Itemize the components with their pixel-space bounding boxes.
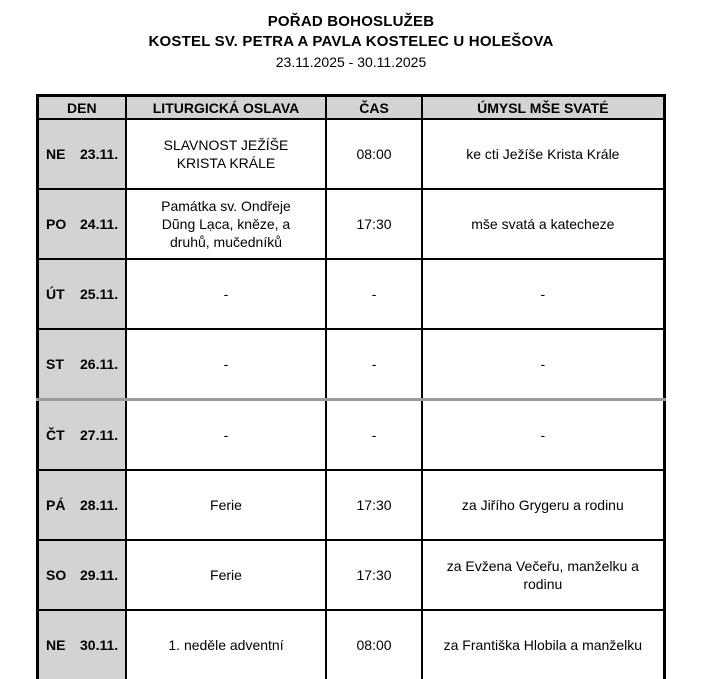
day-abbr: NE <box>46 637 66 653</box>
schedule-table <box>36 94 666 679</box>
column-header-liturgicka-oslava: LITURGICKÁ OSLAVA <box>126 96 327 120</box>
date-range: 23.11.2025 - 30.11.2025 <box>275 54 427 70</box>
day-cell <box>38 400 126 471</box>
column-header-cas: ČAS <box>326 96 421 120</box>
day-cell <box>38 470 126 540</box>
day-abbr: NE <box>46 146 66 162</box>
time-cell: 08:00 <box>326 610 421 679</box>
table-row <box>38 189 665 259</box>
page-title: POŘAD BOHOSLUŽEB <box>267 13 435 30</box>
day-date: 25.11. <box>80 286 119 302</box>
celebration-cell: Ferie <box>126 540 327 610</box>
day-abbr: PÁ <box>46 497 66 513</box>
time-cell: 17:30 <box>326 470 421 540</box>
day-cell <box>38 540 126 610</box>
day-cell <box>38 119 126 189</box>
table-row <box>38 540 665 610</box>
day-abbr: ČT <box>46 427 65 443</box>
day-date: 26.11. <box>80 356 119 372</box>
day-cell <box>38 329 126 400</box>
time-cell: 17:30 <box>326 540 421 610</box>
day-date: 24.11. <box>80 216 119 232</box>
celebration-cell: - <box>126 259 327 329</box>
time-cell: 17:30 <box>326 189 421 259</box>
intention-cell: - <box>422 259 665 329</box>
day-cell <box>38 189 126 259</box>
table-row <box>38 610 665 679</box>
table-row <box>38 119 665 189</box>
intention-cell: - <box>422 400 665 471</box>
time-cell: - <box>326 329 421 400</box>
title-block <box>0 0 702 72</box>
celebration-cell: - <box>126 329 327 400</box>
celebration-cell: Ferie <box>126 470 327 540</box>
day-abbr: SO <box>46 567 67 583</box>
day-abbr: ÚT <box>46 286 65 302</box>
table-row <box>38 470 665 540</box>
intention-cell: mše svatá a katecheze <box>422 189 665 259</box>
intention-cell: za Jiřího Grygeru a rodinu <box>422 470 665 540</box>
day-abbr: ST <box>46 356 64 372</box>
column-header-umysl-mse-svate: ÚMYSL MŠE SVATÉ <box>422 96 665 120</box>
header-row <box>38 96 665 120</box>
intention-cell: - <box>422 329 665 400</box>
column-header-den: DEN <box>38 96 126 120</box>
day-date: 29.11. <box>80 567 119 583</box>
day-date: 30.11. <box>80 637 119 653</box>
day-date: 27.11. <box>80 427 119 443</box>
day-date: 28.11. <box>80 497 119 513</box>
intention-cell: ke cti Ježíše Krista Krále <box>422 119 665 189</box>
table-row <box>38 259 665 329</box>
day-cell <box>38 610 126 679</box>
table-row <box>38 400 665 471</box>
intention-cell: za Evžena Večeřu, manželku a rodinu <box>422 540 665 610</box>
time-cell: 08:00 <box>326 119 421 189</box>
intention-cell: za Františka Hlobila a manželku <box>422 610 665 679</box>
time-cell: - <box>326 400 421 471</box>
celebration-cell: 1. neděle adventní <box>126 610 327 679</box>
day-date: 23.11. <box>80 146 119 162</box>
celebration-cell: - <box>126 400 327 471</box>
time-cell: - <box>326 259 421 329</box>
celebration-cell: SLAVNOST JEŽÍŠE KRISTA KRÁLE <box>126 119 327 189</box>
celebration-cell: Památka sv. Ondřeje Dũng Lạca, kněze, a druhů, mučedníků <box>126 189 327 259</box>
table-row <box>38 329 665 400</box>
page-subtitle: KOSTEL SV. PETRA A PAVLA KOSTELEC U HOLEŠOVA <box>148 33 554 50</box>
day-abbr: PO <box>46 216 67 232</box>
day-cell <box>38 259 126 329</box>
